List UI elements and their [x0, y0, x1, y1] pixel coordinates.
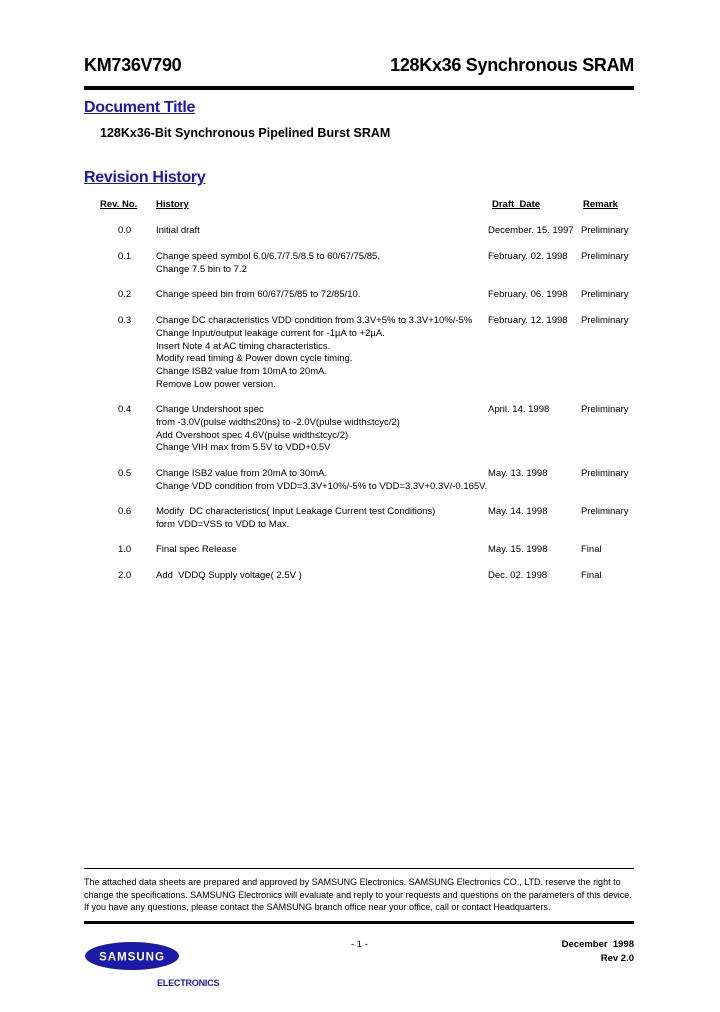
draft-date: February. 12. 1998 — [488, 315, 568, 326]
history-text: Change ISB2 value from 20mA to 30mA. Change VDD condition from VDD=3.3V+10%/-5% to VDD=3.3V+0.3V/-0.165V. — [156, 468, 488, 492]
history-text: Final spec Release — [156, 544, 237, 555]
remark: Preliminary — [581, 468, 629, 479]
draft-date: May. 15. 1998 — [488, 544, 548, 555]
logo-text: SAMSUNG — [99, 951, 165, 964]
remark: Preliminary — [581, 225, 629, 236]
footer-revision: Rev 2.0 — [600, 953, 634, 964]
rev-number: 1.0 — [118, 544, 132, 555]
draft-date: May. 14. 1998 — [488, 506, 548, 517]
document-title-heading: Document Title — [84, 99, 196, 116]
rev-number: 0.6 — [118, 506, 132, 517]
page-number: - 1 - — [351, 939, 368, 950]
samsung-logo — [84, 940, 180, 972]
rev-number: 0.2 — [118, 289, 132, 300]
column-header-rev: Rev. No. — [100, 199, 138, 210]
part-number: KM736V790 — [84, 55, 182, 75]
history-text: Add VDDQ Supply voltage( 2.5V ) — [156, 570, 302, 581]
document-title-text: 128Kx36-Bit Synchronous Pipelined Burst SRAM — [100, 126, 391, 140]
footnote-rule — [84, 868, 634, 869]
column-header-history: History — [156, 199, 189, 210]
column-header-date: Draft Date — [492, 199, 541, 210]
electronics-label: ELECTRONICS — [157, 978, 220, 988]
footer-rule — [84, 921, 634, 924]
remark: Final — [581, 570, 602, 581]
history-text: Change speed symbol 6.0/6.7/7.5/8.5 to 60/67/75/85. Change 7.5 bin to 7.2 — [156, 251, 380, 275]
remark: Preliminary — [581, 251, 629, 262]
history-text: Change Undershoot spec from -3.0V(pulse width≤20ns) to -2.0V(pulse width≤tcyc/2) Add Overshoot spec 4.6V(pulse width≤tcyc/2) Change VIH max from 5.5V to VDD+0.5V — [156, 404, 400, 454]
rev-number: 2.0 — [118, 570, 132, 581]
rev-number: 0.4 — [118, 404, 132, 415]
draft-date: May. 13. 1998 — [488, 468, 548, 479]
history-text: Modify DC characteristics( Input Leakage Current test Conditions) form VDD=VSS to VDD to Max. — [156, 506, 436, 530]
draft-date: April. 14. 1998 — [488, 404, 550, 415]
footnote: The attached data sheets are prepared and approved by SAMSUNG Electronics. SAMSUNG Electronics CO., LTD. reserve the right to change the specifications. SAMSUNG Electronics will evaluate and reply to your requests and questions on the parameters of this device. If you have any questions, please contact the SAMSUNG branch office near your office, call or contact Headquarters. — [84, 877, 632, 912]
draft-date: Dec. 02. 1998 — [488, 570, 548, 581]
rev-number: 0.5 — [118, 468, 132, 479]
draft-date: December. 15. 1997 — [488, 225, 574, 236]
rev-number: 0.1 — [118, 251, 132, 262]
draft-date: February. 06. 1998 — [488, 289, 568, 300]
revision-history-heading: Revision History — [84, 169, 206, 186]
draft-date: February. 02. 1998 — [488, 251, 568, 262]
remark: Preliminary — [581, 506, 629, 517]
header-rule — [84, 86, 634, 90]
rev-number: 0.3 — [118, 315, 132, 326]
rev-number: 0.0 — [118, 225, 132, 236]
history-text: Initial draft — [156, 225, 200, 236]
footer-date: December 1998 — [561, 939, 634, 950]
remark: Preliminary — [581, 315, 629, 326]
product-title: 128Kx36 Synchronous SRAM — [390, 55, 634, 75]
remark: Final — [581, 544, 602, 555]
remark: Preliminary — [581, 404, 629, 415]
history-text: Change speed bin from 60/67/75/85 to 72/85/10. — [156, 289, 361, 300]
history-text: Change DC characteristics VDD condition from 3.3V+5% to 3.3V+10%/-5% Change Input/output leakage current for -1µA to +2µA. Insert Note 4 at AC timing characteristics. Modify read timing & Power down cycle timing. Change ISB2 value from 10mA to 20mA. Remove Low power version. — [156, 315, 473, 390]
column-header-remark: Remark — [583, 199, 618, 210]
remark: Preliminary — [581, 289, 629, 300]
